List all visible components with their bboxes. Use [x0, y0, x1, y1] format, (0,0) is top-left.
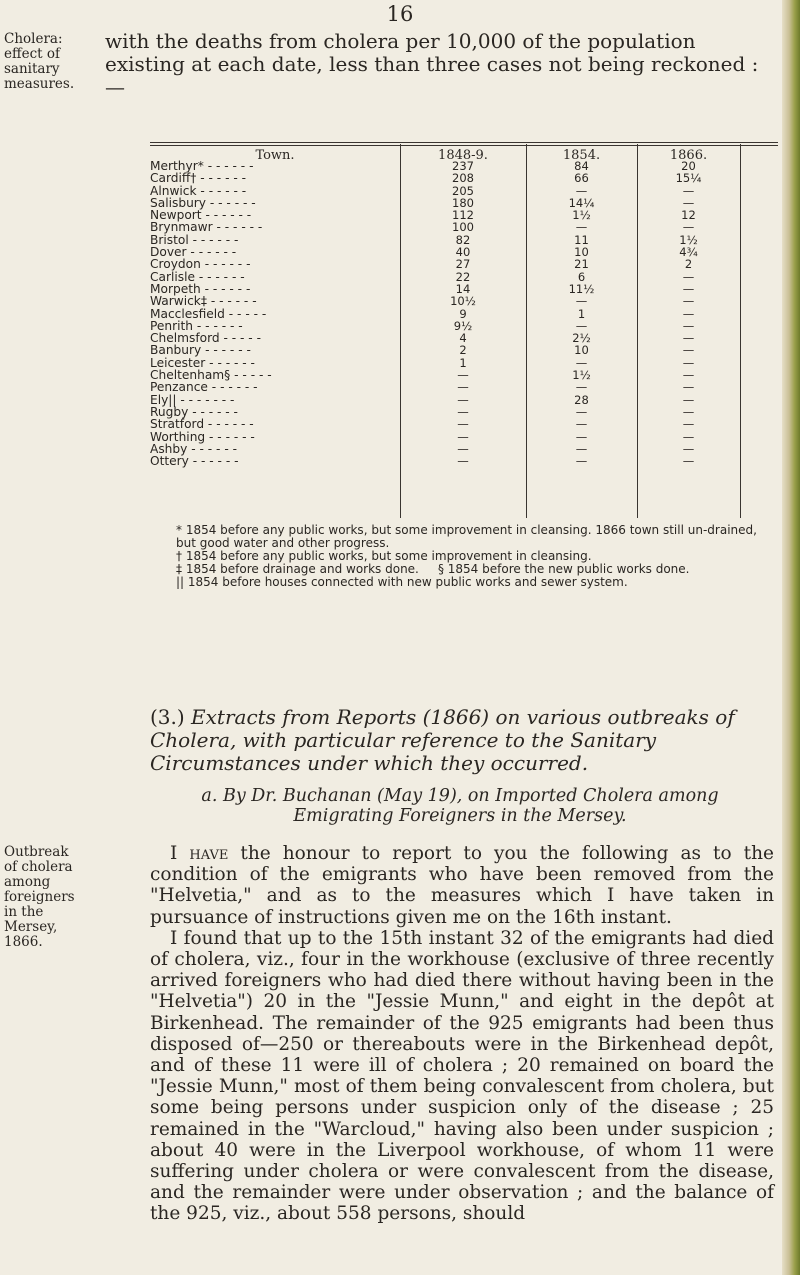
- table-cell: —: [575, 454, 588, 469]
- intro-paragraph: with the deaths from cholera per 10,000 of the population existing at each date, less than three cases not being reckoned :—: [105, 29, 759, 99]
- table-row-town: Morpeth - - - - - -: [150, 281, 251, 296]
- table-cell: 27: [455, 257, 471, 272]
- table-cell: —: [682, 294, 695, 309]
- section-heading: [150, 706, 770, 775]
- footnote: ‡ 1854 before drainage and works done.: [176, 562, 419, 576]
- table-row-town: Worthing - - - - - -: [150, 429, 255, 444]
- table-cell: —: [682, 417, 695, 432]
- table-row-town: Banbury - - - - - -: [150, 343, 251, 358]
- table-cell: 2: [684, 257, 693, 272]
- table-cell: —: [682, 306, 695, 321]
- table-cell: 237: [452, 159, 474, 173]
- table-cell: 10: [574, 343, 589, 358]
- table-column-divider: [740, 144, 741, 518]
- table-row-town: Bristol - - - - - -: [150, 232, 239, 247]
- table-rule: [150, 145, 778, 146]
- table-cell: —: [575, 220, 588, 235]
- town-column: [150, 160, 272, 467]
- table-row-town: Macclesfield - - - - -: [150, 306, 267, 321]
- table-cell: —: [682, 331, 695, 346]
- table-cell: —: [457, 404, 469, 419]
- page-edge: [782, 0, 800, 1275]
- table-cell: —: [457, 368, 469, 383]
- table-cell: 66: [574, 171, 589, 186]
- table-cell: 11½: [568, 281, 595, 296]
- table-row-town: Penzance - - - - - -: [150, 380, 258, 395]
- cholera-deaths-table: [150, 142, 778, 520]
- footnote: § 1854 before the new public works done.: [437, 562, 690, 576]
- table-row-town: Newport - - - - - -: [150, 208, 252, 223]
- table-cell: 40: [455, 245, 471, 260]
- table-cell: —: [682, 380, 695, 395]
- footnote: || 1854 before houses connected with new public works and sewer system.: [176, 575, 628, 589]
- table-cell: 10½: [450, 294, 476, 309]
- table-cell: 84: [574, 159, 589, 173]
- table-cell: —: [575, 417, 588, 432]
- table-cell: —: [575, 355, 588, 370]
- table-cell: 20: [681, 159, 696, 173]
- table-row-town: Penrith - - - - - -: [150, 318, 243, 333]
- table-row-town: Brynmawr - - - - - -: [150, 220, 263, 235]
- table-cell: 6: [577, 269, 586, 284]
- table-cell: 1: [459, 355, 467, 370]
- table-footnotes: [150, 524, 780, 589]
- report-body: [150, 843, 774, 1225]
- table-cell: —: [457, 417, 469, 432]
- table-cell: —: [682, 454, 695, 469]
- table-cell: —: [575, 441, 588, 456]
- footnote: † 1854 before any public works, but some improvement in cleansing.: [176, 549, 592, 563]
- column-1848: [400, 160, 526, 467]
- table-row-town: Ashby - - - - - -: [150, 441, 237, 456]
- table-cell: 205: [452, 183, 474, 198]
- footnote: * 1854 before any public works, but some improvement in cleansing. 1866 town still un-drained, but good water and other progress.: [176, 523, 757, 550]
- table-cell: 21: [574, 257, 589, 272]
- table-header-1866: 1866.: [669, 148, 708, 163]
- table-row-town: Warwick‡ - - - - - -: [150, 294, 257, 309]
- column-1866: [637, 160, 740, 467]
- table-cell: —: [682, 392, 695, 407]
- table-row-town: Cardiff† - - - - - -: [150, 171, 247, 186]
- table-cell: —: [682, 281, 695, 296]
- table-cell: 100: [452, 220, 474, 235]
- table-cell: 4: [459, 331, 467, 346]
- table-cell: —: [682, 429, 695, 444]
- table-cell: 2½: [572, 331, 591, 346]
- table-cell: 14: [455, 281, 471, 296]
- table-cell: —: [682, 441, 695, 456]
- margin-note-top: Cholera: effect of sanitary measures.: [4, 31, 75, 92]
- table-header-town: Town.: [255, 148, 295, 163]
- section-title: Extracts from Reports (1866) on various outbreaks of Cholera, with particular reference to the Sanitary Circumstances under which they occurred.: [150, 705, 735, 775]
- table-cell: 1½: [572, 208, 591, 223]
- table-row-town: Leicester - - - - - -: [150, 355, 255, 370]
- body-paragraph: I found that up to the 15th instant 32 of the emigrants had died of cholera, viz., four in the workhouse (exclusive of three recently arrived foreigners who had died there without having been in the "Helvetia") 20 in the "Jessie Munn," and eight in the depôt at Birkenhead. The remainder of the 925 emigrants had been thus disposed of—250 or thereabouts were in the Birkenhead depôt, and of these 11 were ill of cholera ; 20 remained on board the "Jessie Munn," most of them being convalescent from cholera, but some being persons under suspicion only of the disease ; 25 remained in the "Warcloud," having also been under suspicion ; about 40 were in the Liverpool workhouse, of whom 11 were suffering under cholera or were convalescent from the disease, and the remainder were under observation ; and the balance of the 925, viz., about 558 persons, should: [150, 927, 774, 1225]
- table-cell: —: [457, 392, 469, 407]
- table-cell: —: [575, 183, 588, 198]
- table-header-1848: 1848-9.: [438, 148, 488, 163]
- margin-note-bottom: Outbreak of cholera among foreigners in the Mersey, 1866.: [4, 844, 75, 950]
- table-rule: [150, 142, 778, 143]
- table-cell: —: [457, 454, 469, 469]
- table-cell: —: [457, 380, 469, 395]
- table-row-town: Cheltenham§ - - - - -: [150, 368, 272, 383]
- body-paragraph: [150, 843, 774, 928]
- table-cell: 10: [574, 245, 589, 260]
- table-cell: 2: [459, 343, 467, 358]
- table-row-town: Croydon - - - - - -: [150, 257, 251, 272]
- table-cell: 22: [455, 269, 471, 284]
- table-cell: 9½: [453, 318, 473, 333]
- table-cell: —: [682, 220, 695, 235]
- table-cell: 4¾: [679, 245, 698, 260]
- table-cell: 112: [452, 208, 474, 223]
- body-text: the honour to report to you the following as to the condition of the emigrants who have been removed from the "Helvetia," and as to the measures which I have taken in pursuance of instructions given me on the 16th instant.: [150, 843, 774, 928]
- table-row-town: Carlisle - - - - - -: [150, 269, 245, 284]
- table-cell: 82: [455, 232, 471, 247]
- table-row-town: Merthyr* - - - - - -: [150, 159, 254, 173]
- table-cell: 1: [577, 306, 586, 321]
- table-cell: 14¼: [568, 195, 595, 210]
- table-row-town: Dover - - - - - -: [150, 245, 237, 260]
- table-row-town: Chelmsford - - - - -: [150, 331, 261, 346]
- table-cell: 11: [574, 232, 589, 247]
- page-number: 16: [386, 2, 414, 26]
- table-cell: —: [682, 269, 695, 284]
- table-row-town: Salisbury - - - - - -: [150, 195, 256, 210]
- table-header-1854: 1854.: [562, 148, 601, 163]
- table-cell: —: [682, 343, 695, 358]
- table-cell: —: [682, 404, 695, 419]
- table-cell: —: [682, 355, 695, 370]
- table-cell: 12: [681, 208, 696, 223]
- table-cell: —: [682, 195, 695, 210]
- table-cell: 15¼: [675, 171, 702, 186]
- table-cell: —: [575, 404, 588, 419]
- table-cell: —: [575, 380, 588, 395]
- table-cell: —: [682, 318, 695, 333]
- table-cell: 1½: [572, 368, 591, 383]
- table-row-town: Ottery - - - - - -: [150, 454, 239, 469]
- table-row-town: Ely|| - - - - - - -: [150, 392, 235, 407]
- table-row-town: Rugby - - - - - -: [150, 404, 238, 419]
- table-cell: 9: [459, 306, 467, 321]
- section-number: (3.): [150, 705, 185, 729]
- table-cell: —: [575, 294, 588, 309]
- table-cell: —: [682, 368, 695, 383]
- table-row-town: Alnwick - - - - - -: [150, 183, 247, 198]
- column-1854: [526, 160, 637, 467]
- table-cell: 180: [452, 195, 474, 210]
- table-cell: —: [682, 183, 695, 198]
- table-cell: 28: [574, 392, 589, 407]
- table-cell: —: [575, 318, 588, 333]
- subsection-heading: a. By Dr. Buchanan (May 19), on Imported Cholera among Emigrating Foreigners in the Mersey.: [201, 786, 719, 826]
- table-cell: 208: [452, 171, 474, 186]
- table-row-town: Stratford - - - - - -: [150, 417, 254, 432]
- table-cell: —: [575, 429, 588, 444]
- table-cell: 1½: [679, 232, 698, 247]
- table-cell: —: [457, 429, 469, 444]
- opening-words: I have: [170, 843, 229, 864]
- table-cell: —: [457, 441, 469, 456]
